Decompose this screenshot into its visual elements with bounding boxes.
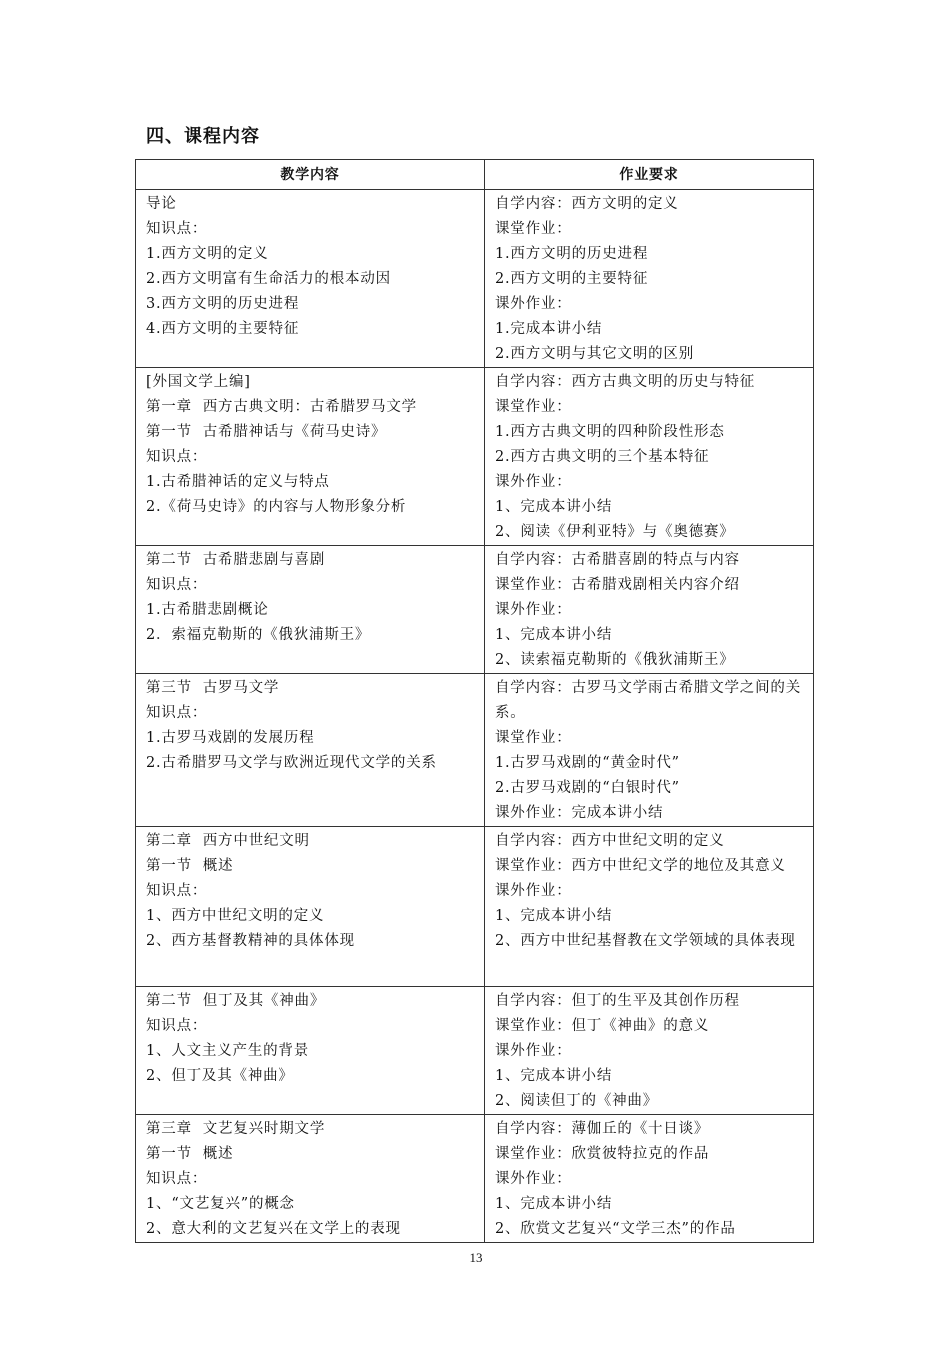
cell-line: 课外作业： bbox=[495, 602, 572, 618]
assignment-cell bbox=[485, 987, 814, 1115]
cell-line: 课堂作业：西方中世纪文学的地位及其意义 bbox=[495, 858, 786, 874]
cell-line: 课堂作业： bbox=[495, 730, 572, 746]
cell-line: 知识点： bbox=[146, 449, 208, 465]
cell-line: 第二章 西方中世纪文明 bbox=[146, 833, 310, 849]
teaching-content-cell bbox=[136, 1115, 485, 1243]
table-row bbox=[136, 827, 814, 987]
teaching-content-cell bbox=[136, 674, 485, 827]
cell-line: 2.古罗马戏剧的“白银时代” bbox=[495, 780, 680, 796]
cell-line: 知识点： bbox=[146, 705, 208, 721]
cell-line: 1、完成本讲小结 bbox=[495, 1068, 613, 1084]
cell-line: 课堂作业：古希腊戏剧相关内容介绍 bbox=[495, 577, 740, 593]
cell-line: 课堂作业： bbox=[495, 221, 572, 237]
cell-line: 自学内容：西方古典文明的历史与特征 bbox=[495, 374, 756, 390]
cell-line: 2.西方文明富有生命活力的根本动因 bbox=[146, 271, 391, 287]
table-row bbox=[136, 368, 814, 546]
cell-line: 自学内容：薄伽丘的《十日谈》 bbox=[495, 1121, 710, 1137]
assignment-cell bbox=[485, 546, 814, 674]
cell-line: 课堂作业：欣赏彼特拉克的作品 bbox=[495, 1146, 710, 1162]
cell-line: 课外作业： bbox=[495, 296, 572, 312]
table-row bbox=[136, 674, 814, 827]
cell-line: 1、西方中世纪文明的定义 bbox=[146, 908, 325, 924]
teaching-content-cell bbox=[136, 827, 485, 987]
cell-line: 第一章 西方古典文明：古希腊罗马文学 bbox=[146, 399, 417, 415]
section-title: 四、课程内容 bbox=[146, 126, 260, 147]
header-assignment-requirements: 作业要求 bbox=[485, 160, 814, 190]
cell-line: 知识点： bbox=[146, 1171, 208, 1187]
teaching-content-cell bbox=[136, 987, 485, 1115]
cell-line: 1.完成本讲小结 bbox=[495, 321, 603, 337]
cell-line: 2、读索福克勒斯的《俄狄浦斯王》 bbox=[495, 652, 735, 668]
cell-line: 自学内容：但丁的生平及其创作历程 bbox=[495, 993, 740, 1009]
cell-line: 第二节 古希腊悲剧与喜剧 bbox=[146, 552, 326, 568]
cell-line: 2、欣赏文艺复兴“文学三杰”的作品 bbox=[495, 1221, 736, 1237]
assignment-cell bbox=[485, 674, 814, 827]
cell-line: 自学内容：古罗马文学雨古希腊文学之间的关系。 bbox=[495, 680, 801, 721]
table-row bbox=[136, 190, 814, 368]
table-row bbox=[136, 546, 814, 674]
cell-line: 1.古希腊悲剧概论 bbox=[146, 602, 269, 618]
cell-line: 2.古希腊罗马文学与欧洲近现代文学的关系 bbox=[146, 755, 437, 771]
cell-line: 知识点： bbox=[146, 221, 208, 237]
cell-line: 1.西方文明的定义 bbox=[146, 246, 269, 262]
cell-line: 知识点： bbox=[146, 577, 208, 593]
assignment-cell bbox=[485, 368, 814, 546]
course-content-table bbox=[135, 159, 814, 1243]
cell-line: 2、但丁及其《神曲》 bbox=[146, 1068, 294, 1084]
table-row bbox=[136, 987, 814, 1115]
teaching-content-cell bbox=[136, 190, 485, 368]
table-body bbox=[136, 190, 814, 1243]
cell-line: 课外作业：完成本讲小结 bbox=[495, 805, 664, 821]
cell-line: 第一节 概述 bbox=[146, 1146, 234, 1162]
cell-line: 1.西方文明的历史进程 bbox=[495, 246, 649, 262]
header-teaching-content: 教学内容 bbox=[136, 160, 485, 190]
cell-line: 课外作业： bbox=[495, 474, 572, 490]
cell-line: 第三节 古罗马文学 bbox=[146, 680, 280, 696]
cell-line: 第二节 但丁及其《神曲》 bbox=[146, 993, 326, 1009]
cell-line: 知识点： bbox=[146, 883, 208, 899]
cell-line: 2、阅读但丁的《神曲》 bbox=[495, 1093, 659, 1109]
cell-line: 自学内容：西方中世纪文明的定义 bbox=[495, 833, 725, 849]
cell-line: 第一节 概述 bbox=[146, 858, 234, 874]
page-number: 13 bbox=[469, 1250, 483, 1265]
cell-line: 1.古罗马戏剧的发展历程 bbox=[146, 730, 315, 746]
cell-line: 1、完成本讲小结 bbox=[495, 1196, 613, 1212]
cell-line: 1.西方古典文明的四种阶段性形态 bbox=[495, 424, 725, 440]
cell-line: 1、完成本讲小结 bbox=[495, 499, 613, 515]
cell-line: 导论 bbox=[146, 196, 177, 212]
cell-line: 2、意大利的文艺复兴在文学上的表现 bbox=[146, 1221, 401, 1237]
cell-line: 1.古希腊神话的定义与特点 bbox=[146, 474, 330, 490]
cell-line: 自学内容：古希腊喜剧的特点与内容 bbox=[495, 552, 740, 568]
assignment-cell bbox=[485, 190, 814, 368]
cell-line: 1、完成本讲小结 bbox=[495, 627, 613, 643]
cell-line: 2、阅读《伊利亚特》与《奥德赛》 bbox=[495, 524, 735, 540]
cell-line: 课外作业： bbox=[495, 883, 572, 899]
cell-line: 2.《荷马史诗》的内容与人物形象分析 bbox=[146, 499, 407, 515]
table-header-row bbox=[136, 160, 814, 190]
cell-line: 2、西方基督教精神的具体体现 bbox=[146, 933, 355, 949]
cell-line: 3.西方文明的历史进程 bbox=[146, 296, 300, 312]
cell-line: 课堂作业：但丁《神曲》的意义 bbox=[495, 1018, 710, 1034]
cell-line: 2.西方文明的主要特征 bbox=[495, 271, 649, 287]
teaching-content-cell bbox=[136, 368, 485, 546]
cell-line: 课堂作业： bbox=[495, 399, 572, 415]
cell-line: 2.西方文明与其它文明的区别 bbox=[495, 346, 695, 362]
cell-line: 2、西方中世纪基督教在文学领域的具体表现 bbox=[495, 933, 796, 949]
assignment-cell bbox=[485, 827, 814, 987]
cell-line: 第一节 古希腊神话与《荷马史诗》 bbox=[146, 424, 387, 440]
cell-line: 2．索福克勒斯的《俄狄浦斯王》 bbox=[146, 627, 371, 643]
teaching-content-cell bbox=[136, 546, 485, 674]
cell-line: 课外作业： bbox=[495, 1043, 572, 1059]
cell-line: [外国文学上编] bbox=[146, 374, 251, 390]
table-row bbox=[136, 1115, 814, 1243]
cell-line: 课外作业： bbox=[495, 1171, 572, 1187]
cell-line: 4.西方文明的主要特征 bbox=[146, 321, 300, 337]
cell-line: 知识点： bbox=[146, 1018, 208, 1034]
cell-line: 1、完成本讲小结 bbox=[495, 908, 613, 924]
cell-line: 2.西方古典文明的三个基本特征 bbox=[495, 449, 710, 465]
cell-line: 1、人文主义产生的背景 bbox=[146, 1043, 310, 1059]
cell-line: 第三章 文艺复兴时期文学 bbox=[146, 1121, 326, 1137]
cell-line: 1.古罗马戏剧的“黄金时代” bbox=[495, 755, 680, 771]
cell-line: 自学内容：西方文明的定义 bbox=[495, 196, 679, 212]
assignment-cell bbox=[485, 1115, 814, 1243]
cell-line: 1、“文艺复兴”的概念 bbox=[146, 1196, 295, 1212]
